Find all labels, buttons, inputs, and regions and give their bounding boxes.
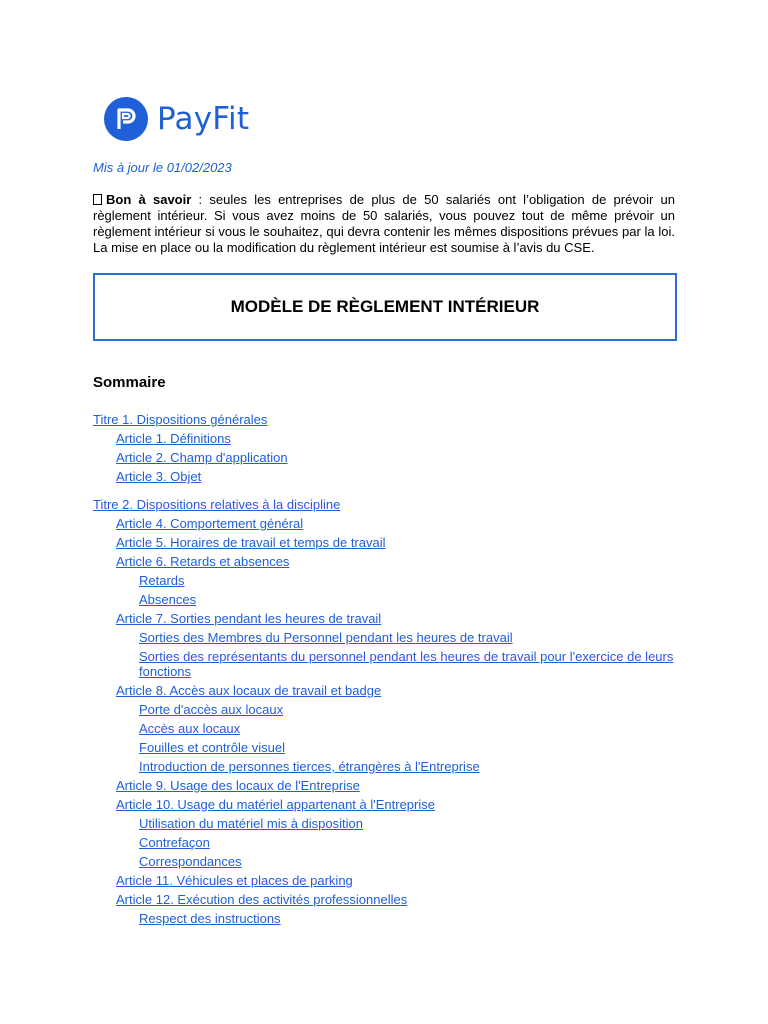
update-date: Mis à jour le 01/02/2023 — [93, 160, 232, 175]
toc-link[interactable]: Sorties des représentants du personnel pendant les heures de travail pour l'exercice de leurs fonctions — [139, 649, 674, 679]
notice-label: Bon à savoir — [106, 192, 192, 207]
toc-link[interactable]: Article 11. Véhicules et places de parking — [116, 873, 353, 888]
toc-link[interactable]: Porte d'accès aux locaux — [139, 702, 284, 717]
document-title-box — [93, 273, 677, 341]
toc-link[interactable]: Correspondances — [139, 854, 242, 869]
payfit-logo — [104, 97, 249, 141]
toc-link[interactable]: Article 1. Définitions — [116, 431, 231, 446]
toc-link[interactable]: Article 2. Champ d'application — [116, 450, 288, 465]
toc-link[interactable]: Retards — [139, 573, 185, 588]
toc-link[interactable]: Article 5. Horaires de travail et temps de travail — [116, 535, 386, 550]
toc-link[interactable]: Titre 1. Dispositions générales — [93, 412, 268, 427]
document-title: MODÈLE DE RÈGLEMENT INTÉRIEUR — [230, 297, 540, 316]
toc-link[interactable]: Article 4. Comportement général — [116, 516, 304, 531]
toc-link[interactable]: Article 6. Retards et absences — [116, 554, 290, 569]
toc-link[interactable]: Absences — [139, 592, 197, 607]
toc-link[interactable]: Utilisation du matériel mis à disposition — [139, 816, 363, 831]
toc-link[interactable]: Contrefaçon — [139, 835, 210, 850]
toc-link[interactable]: Article 9. Usage des locaux de l'Entreprise — [116, 778, 360, 793]
toc-link[interactable]: Article 12. Exécution des activités professionnelles — [116, 892, 408, 907]
toc-link[interactable]: Sorties des Membres du Personnel pendant les heures de travail — [139, 630, 513, 645]
notice-paragraph — [93, 192, 675, 256]
toc-link[interactable]: Article 8. Accès aux locaux de travail et badge — [116, 683, 382, 698]
table-of-contents — [93, 412, 683, 926]
toc-link[interactable]: Titre 2. Dispositions relatives à la discipline — [93, 497, 341, 512]
brand-name: PayFit — [157, 101, 250, 137]
note-box-icon — [93, 194, 102, 205]
toc-link[interactable]: Accès aux locaux — [139, 721, 241, 736]
toc-link[interactable]: Fouilles et contrôle visuel — [139, 740, 285, 755]
toc-link[interactable]: Article 10. Usage du matériel appartenant à l'Entreprise — [116, 797, 435, 812]
notice-text: : seules les entreprises de plus de 50 salariés ont l’obligation de prévoir un règlement intérieur. Si vous avez moins de 50 salariés, vous pouvez tout de même prévoir un règlement intérieur si vous le souhaitez, qui devra contenir les mêmes dispositions prévues par la loi. La mise en place ou la modification du règlement intérieur est soumise à l’avis du CSE. — [93, 192, 675, 255]
payfit-logo-icon — [104, 97, 148, 141]
toc-link[interactable]: Respect des instructions — [139, 911, 281, 926]
toc-link[interactable]: Introduction de personnes tierces, étrangères à l'Entreprise — [139, 759, 480, 774]
toc-link[interactable]: Article 7. Sorties pendant les heures de travail — [116, 611, 382, 626]
toc-link[interactable]: Article 3. Objet — [116, 469, 202, 484]
summary-heading: Sommaire — [93, 374, 166, 391]
